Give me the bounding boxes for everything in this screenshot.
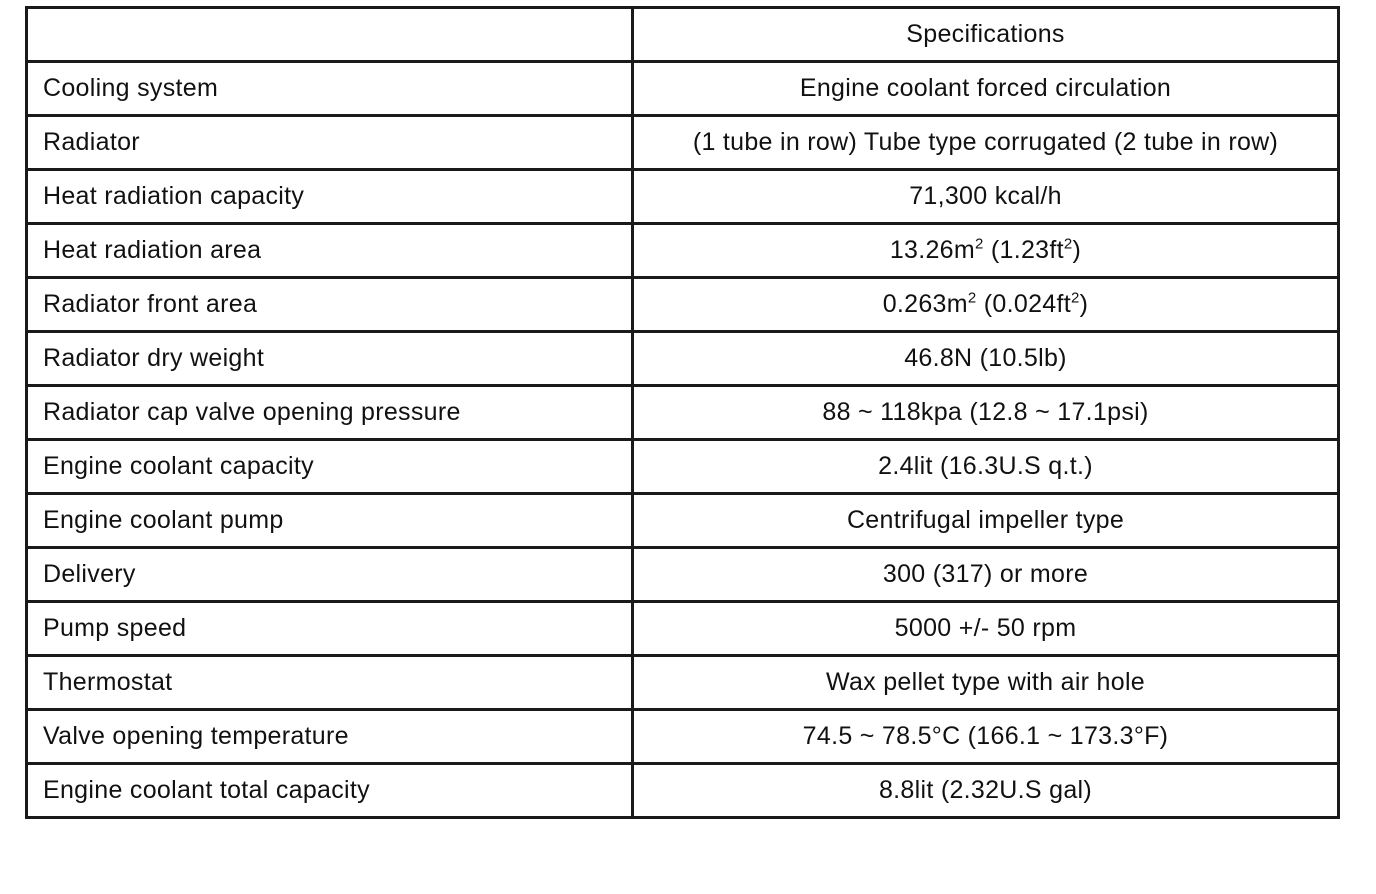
row-spec: (1 tube in row) Tube type corrugated (2 tube in row) bbox=[633, 116, 1339, 170]
row-item: Heat radiation capacity bbox=[27, 170, 633, 224]
spec-text: ) bbox=[1072, 236, 1082, 264]
table-row bbox=[27, 440, 1339, 494]
row-spec: 71,300 kcal/h bbox=[633, 170, 1339, 224]
row-item: Valve opening temperature bbox=[27, 710, 633, 764]
table-row bbox=[27, 278, 1339, 332]
table-row bbox=[27, 710, 1339, 764]
table-row bbox=[27, 332, 1339, 386]
row-spec: Wax pellet type with air hole bbox=[633, 656, 1339, 710]
row-item: Engine coolant total capacity bbox=[27, 764, 633, 818]
spec-text: ) bbox=[1079, 290, 1089, 318]
row-item: Cooling system bbox=[27, 62, 633, 116]
row-item: Radiator cap valve opening pressure bbox=[27, 386, 633, 440]
spec-text: (0.024ft bbox=[976, 290, 1071, 318]
row-spec: 5000 +/- 50 rpm bbox=[633, 602, 1339, 656]
row-spec: 88 ~ 118kpa (12.8 ~ 17.1psi) bbox=[633, 386, 1339, 440]
superscript: 2 bbox=[967, 289, 977, 307]
table-row bbox=[27, 170, 1339, 224]
header-item-cell bbox=[27, 8, 633, 62]
row-spec: Engine coolant forced circulation bbox=[633, 62, 1339, 116]
row-spec: 2.4lit (16.3U.S q.t.) bbox=[633, 440, 1339, 494]
superscript: 2 bbox=[975, 235, 984, 253]
row-item: Engine coolant capacity bbox=[27, 440, 633, 494]
row-item: Engine coolant pump bbox=[27, 494, 633, 548]
row-item: Heat radiation area bbox=[27, 224, 633, 278]
row-spec bbox=[633, 278, 1339, 332]
table-row bbox=[27, 224, 1339, 278]
spec-text: 0.263m bbox=[882, 290, 968, 318]
table-row bbox=[27, 602, 1339, 656]
row-spec: 8.8lit (2.32U.S gal) bbox=[633, 764, 1339, 818]
row-spec: 300 (317) or more bbox=[633, 548, 1339, 602]
row-item: Radiator bbox=[27, 116, 633, 170]
row-item: Pump speed bbox=[27, 602, 633, 656]
specifications-table bbox=[25, 6, 1340, 819]
row-item: Thermostat bbox=[27, 656, 633, 710]
superscript: 2 bbox=[1070, 289, 1080, 307]
header-specifications: Specifications bbox=[633, 8, 1339, 62]
table-row bbox=[27, 764, 1339, 818]
row-spec: Centrifugal impeller type bbox=[633, 494, 1339, 548]
table-row bbox=[27, 494, 1339, 548]
row-spec bbox=[633, 224, 1339, 278]
superscript: 2 bbox=[1063, 235, 1073, 253]
table-row bbox=[27, 62, 1339, 116]
table-row bbox=[27, 386, 1339, 440]
row-spec: 46.8N (10.5lb) bbox=[633, 332, 1339, 386]
table-row bbox=[27, 548, 1339, 602]
table-row bbox=[27, 116, 1339, 170]
spec-text: (1.23ft bbox=[983, 236, 1064, 264]
table-row bbox=[27, 656, 1339, 710]
spec-text: 13.26m bbox=[889, 236, 975, 264]
row-item: Delivery bbox=[27, 548, 633, 602]
table-header-row bbox=[27, 8, 1339, 62]
row-item: Radiator front area bbox=[27, 278, 633, 332]
row-item: Radiator dry weight bbox=[27, 332, 633, 386]
row-spec: 74.5 ~ 78.5°C (166.1 ~ 173.3°F) bbox=[633, 710, 1339, 764]
